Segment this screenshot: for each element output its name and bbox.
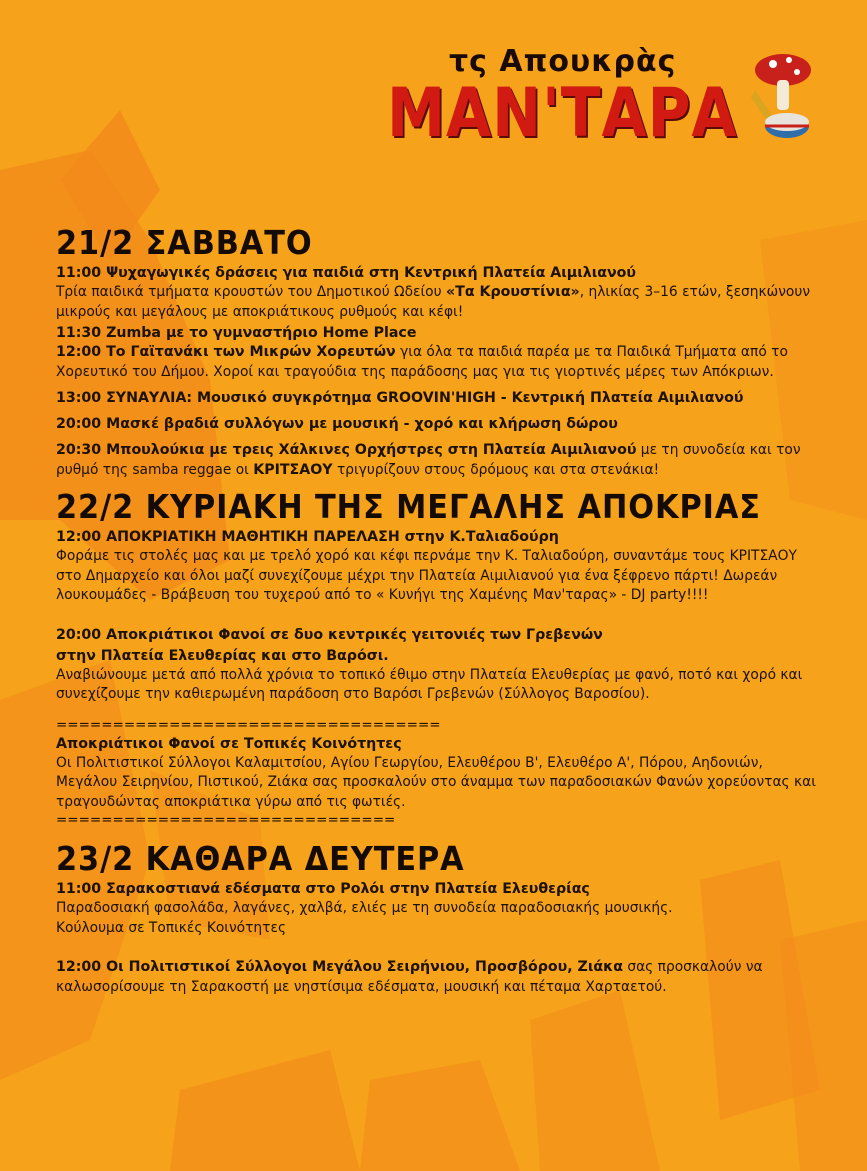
event-title: 20:00 Αποκριάτικοι Φανοί σε δυο κεντρικές γειτονιές των Γρεβενών [56, 626, 603, 643]
event-title: Αποκριάτικοι Φανοί σε Τοπικές Κοινότητες [56, 735, 402, 752]
event-title: 11:00 Σαρακοστιανά εδέσματα στο Ρολόι στην Πλατεία Ελευθερίας [56, 881, 590, 897]
event-description: Οι Πολιτιστικοί Σύλλογοι Καλαμιτσίου, Αγίου Γεωργίου, Ελευθέρου Β', Ελευθέρο Α', Πόρου, Αηδονιών, Μεγάλου Σειρηνίου, Πιστικού, Ζιάκα σας προσκαλούν στο άναμμα των παραδοσιακών Φανών χορεύοντας και τραγουδώντας αποκριάτικα γύρω από τις φωτιές. [56, 754, 816, 810]
day-heading-saturday: 21/2 ΣΑΒΒΑΤΟ [56, 223, 313, 262]
festival-logo [387, 44, 807, 154]
event-description: Κούλουμα σε Τοπικές Κοινότητες [56, 919, 287, 936]
event-description: Τρία παιδικά τμήματα κρουστών του Δημοτικού Ωδείου «Τα Κρουστίνια», ηλικίας 3–16 ετών, ξεσηκώνουν μικρούς και μεγάλους με αποκριάτικους ρυθμούς και κέφι! [56, 284, 811, 320]
event-description: 12:00 Το Γαϊτανάκι των Μικρών Χορευτών για όλα τα παιδιά παρέα με τα Παιδικά Τμήματα από το Χορευτικό του Δήμου. Χοροί και τραγούδια της παράδοσης μας για τις γιορτινές μέρες των Απόκριων. [56, 344, 788, 380]
day-heading-monday: 23/2 ΚΑΘΑΡΑ ΔΕΥΤΕΡΑ [56, 839, 465, 878]
program-content [56, 224, 816, 997]
event-description: Παραδοσιακή φασολάδα, λαγάνες, χαλβά, ελιές με τη συνοδεία παραδοσιακής μουσικής. [56, 900, 673, 916]
separator-line: ============================== [56, 812, 396, 828]
logo-title: ΜΑΝ'ΤΑΡΑ [387, 74, 738, 153]
event-description: Αναβιώνουμε μετά από πολλά χρόνια το τοπικό έθιμο στην Πλατεία Ελευθερίας με φανό, ποτό και χορό και συνεχίζουμε την καθιερωμένη παράδοση στο Βαρόσι Γρεβενών (Σύλλογος Βαροσίου). [56, 666, 803, 702]
separator-line: ================================== [56, 716, 441, 733]
logo-subtitle: τς Απουκρὰς [449, 44, 677, 79]
event-title: 20:00 Μασκέ βραδιά συλλόγων με μουσική - χορό και κλήρωση δώρου [56, 416, 618, 432]
event-title: 12:00 ΑΠΟΚΡΙΑΤΙΚΗ ΜΑΘΗΤΙΚΗ ΠΑΡΕΛΑΣΗ στην Κ.Ταλιαδούρη [56, 529, 559, 545]
event-description: 12:00 Οι Πολιτιστικοί Σύλλογοι Μεγάλου Σειρήνιου, Προσβόρου, Ζιάκα σας προσκαλούν να καλωσορίσουμε τη Σαρακοστή με νηστίσιμα εδέσματα, μουσική και πέταμα Χαρταετού. [56, 959, 763, 995]
event-title: 11:00 Ψυχαγωγικές δράσεις για παιδιά στη Κεντρική Πλατεία Αιμιλιανού [56, 265, 636, 281]
day-heading-sunday: 22/2 ΚΥΡΙΑΚΗ ΤΗΣ ΜΕΓΑΛΗΣ ΑΠΟΚΡΙΑΣ [56, 487, 761, 526]
event-description: 20:30 Μπουλούκια με τρεις Χάλκινες Ορχήστρες στη Πλατεία Αιμιλιανού με τη συνοδεία και τον ρυθμό της samba reggae οι ΚΡΙΤΣΑΟΥ τριγυρίζουν στους δρόμους και στα στενάκια! [56, 442, 801, 478]
mushroom-drum-icon [745, 50, 815, 145]
event-title: στην Πλατεία Ελευθερίας και στο Βαρόσι. [56, 647, 389, 664]
event-title: 13:00 ΣΥΝΑΥΛΙΑ: Μουσικό συγκρότημα GROOVIN'HIGH - Κεντρική Πλατεία Αιμιλιανού [56, 390, 744, 406]
event-title: 11:30 Zumba με το γυμναστήριο Home Place [56, 325, 417, 341]
event-description: Φοράμε τις στολές μας και με τρελό χορό και κέφι περνάμε την Κ. Ταλιαδούρη, συναντάμε τους ΚΡΙΤΣΑΟΥ στο Δημαρχείο και όλοι μαζί συνεχίζουμε μέχρι την Πλατεία Αιμιλιανού για ένα ξέφρενο πάρτι! Δωρεάν λουκουμάδες - Βράβευση του τυχερού από το « Κυνήγι της Χαμένης Μαν'ταρας» - DJ party!!!! [56, 548, 797, 603]
